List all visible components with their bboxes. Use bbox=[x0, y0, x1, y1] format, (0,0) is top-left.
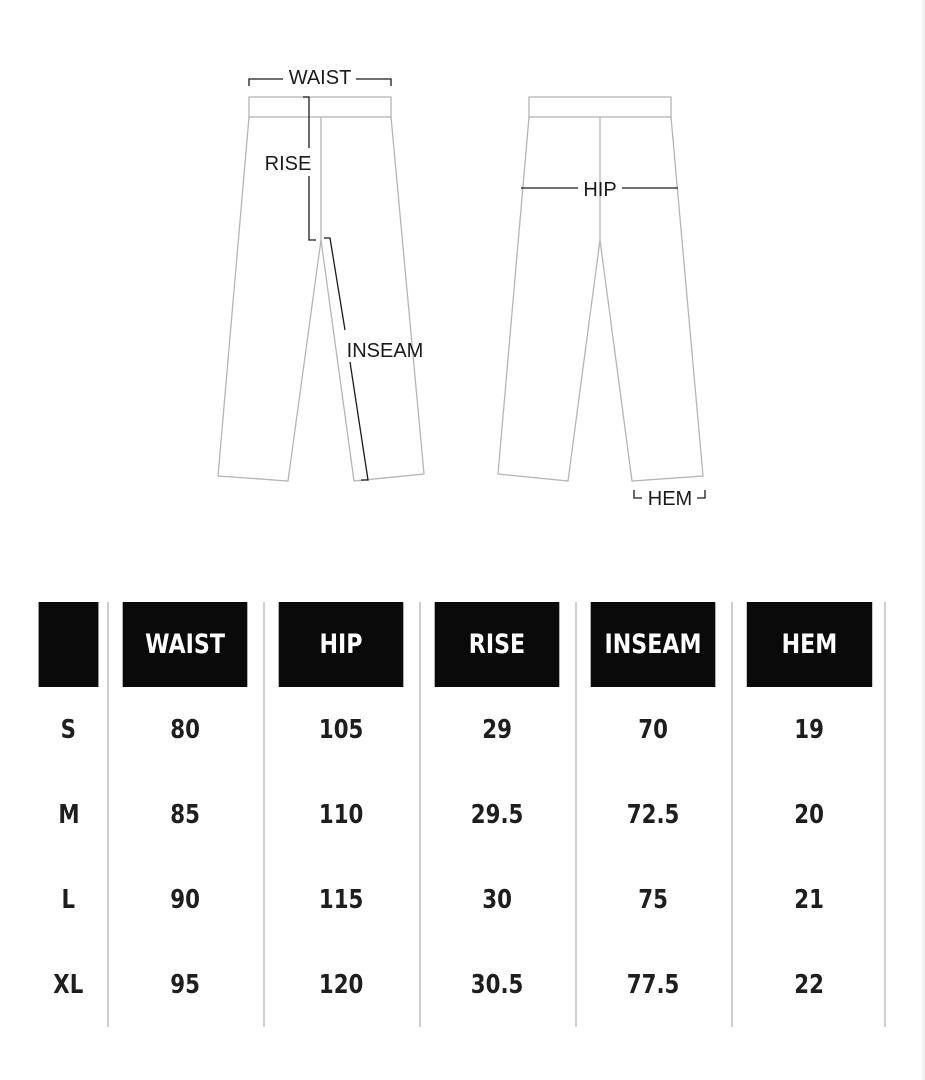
inseam-cell: 72.5 bbox=[626, 799, 680, 830]
back-measure-lines bbox=[521, 188, 705, 498]
pants-back-view bbox=[498, 97, 703, 481]
hem-cell: 21 bbox=[794, 884, 825, 915]
waist-cell: 85 bbox=[170, 799, 200, 830]
pants-front-view bbox=[218, 97, 424, 481]
hip-label: HIP bbox=[583, 179, 617, 201]
rise-cell: 30 bbox=[482, 884, 512, 915]
waist-cell: 90 bbox=[170, 884, 200, 915]
size-cell: M bbox=[57, 799, 80, 830]
header-cell-size bbox=[39, 602, 99, 687]
rise-cell: 30.5 bbox=[470, 969, 524, 1000]
inseam-cell: 75 bbox=[638, 884, 668, 915]
hip-cell: 110 bbox=[318, 799, 364, 830]
rise-label: RISE bbox=[264, 153, 312, 175]
inseam-cell: 70 bbox=[638, 714, 668, 745]
waist-cell: 95 bbox=[170, 969, 200, 1000]
rise-cell: 29 bbox=[482, 714, 512, 745]
back-waistband bbox=[529, 97, 671, 117]
hem-label: HEM bbox=[647, 488, 693, 510]
size-cell: XL bbox=[53, 969, 84, 1000]
size-cell: L bbox=[61, 884, 76, 915]
table-row bbox=[32, 772, 886, 857]
hem-cell: 22 bbox=[794, 969, 825, 1000]
inseam-label: INSEAM bbox=[346, 340, 424, 362]
inseam-cell: 77.5 bbox=[626, 969, 680, 1000]
header-cell-inseam: INSEAM bbox=[591, 602, 716, 687]
front-measure-lines bbox=[249, 79, 391, 480]
size-cell: S bbox=[60, 714, 77, 745]
table-row bbox=[32, 942, 886, 1027]
header-cell-hem: HEM bbox=[747, 602, 872, 687]
hip-cell: 120 bbox=[318, 969, 364, 1000]
table-row bbox=[32, 857, 886, 942]
header-cell-rise: RISE bbox=[435, 602, 560, 687]
hip-cell: 115 bbox=[318, 884, 364, 915]
table-row bbox=[32, 687, 886, 772]
waist-cell: 80 bbox=[170, 714, 200, 745]
size-chart-table bbox=[32, 602, 886, 1027]
front-waistband bbox=[249, 97, 391, 117]
hip-cell: 105 bbox=[318, 714, 364, 745]
waist-label: WAIST bbox=[288, 67, 352, 89]
hem-cell: 20 bbox=[794, 799, 825, 830]
header-cell-hip: HIP bbox=[279, 602, 404, 687]
hem-cell: 19 bbox=[794, 714, 825, 745]
header-cell-waist: WAIST bbox=[123, 602, 248, 687]
rise-cell: 29.5 bbox=[470, 799, 524, 830]
